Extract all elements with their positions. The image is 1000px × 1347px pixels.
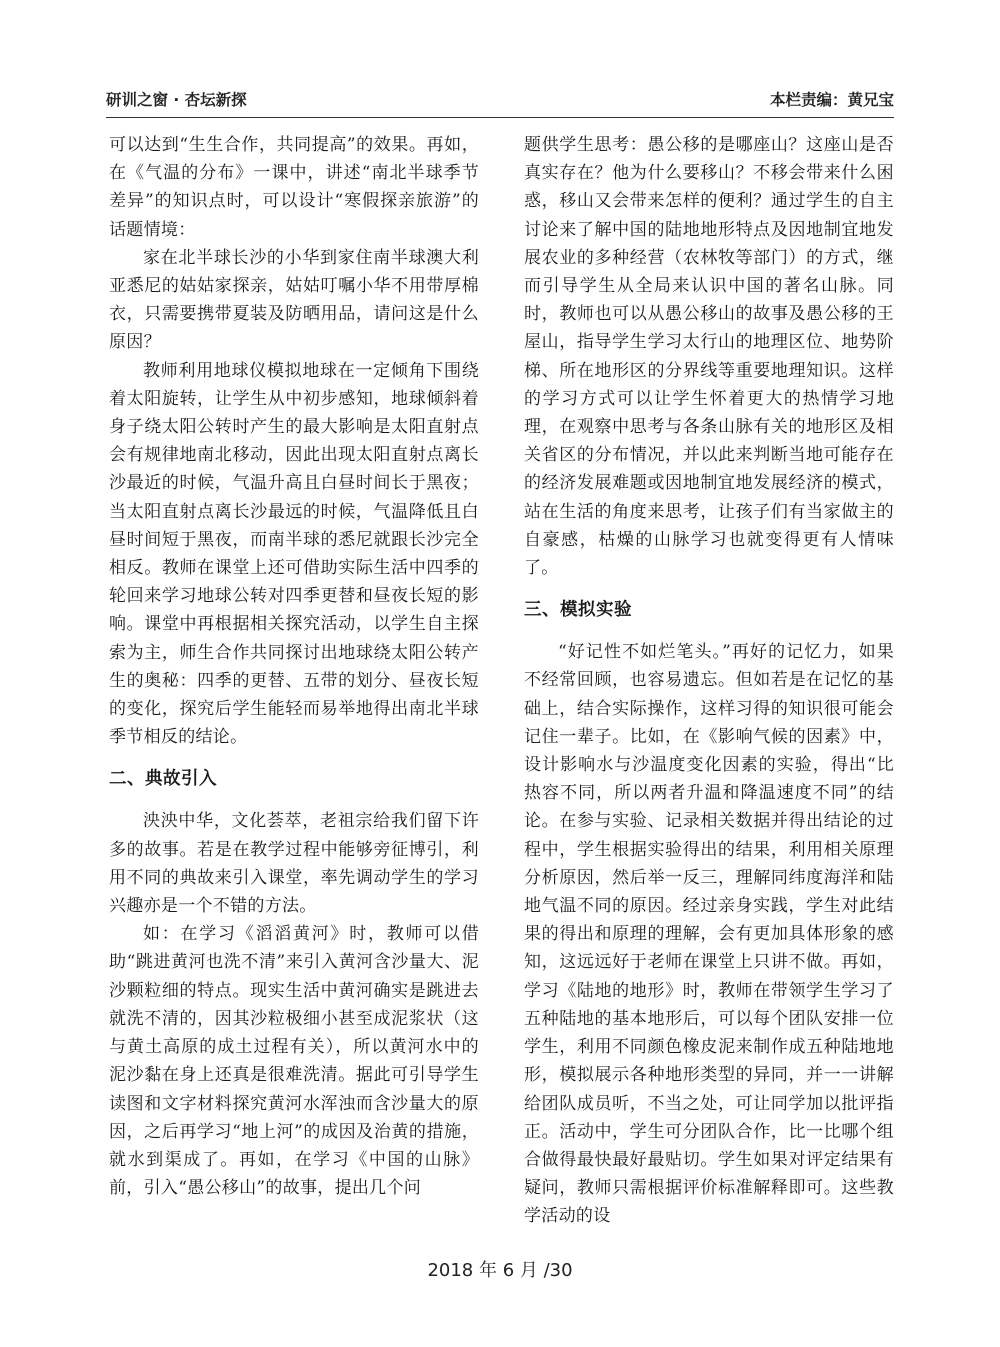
scenario-paragraph: 家在北半球长沙的小华到家住南半球澳大利亚悉尼的姑姑家探亲，姑姑叮嘱小华不用带厚棉衣，只需要携带夏装及防晒用品，请问这是什么原因？ xyxy=(109,247,479,353)
paragraph: 泱泱中华，文化荟萃，老祖宗给我们留下许多的故事。若是在教学过程中能够旁征博引，利用不同的典故来引入课堂，率先调动学生的学习兴趣亦是一个不错的方法。 xyxy=(109,811,479,917)
running-header xyxy=(106,86,894,114)
right-column xyxy=(524,131,894,1231)
paragraph: 可以达到“生生合作，共同提高”的效果。再如，在《气温的分布》一课中，讲述“南北半球季节差异”的知识点时，可以设计“寒假探亲旅游”的话题情境： xyxy=(109,135,479,240)
section-heading-experiment: 三、模拟实验 xyxy=(524,600,632,621)
header-rule xyxy=(106,117,894,118)
paragraph: “好记性不如烂笔头。”再好的记忆力，如果不经常回顾，也容易遗忘。但如若是在记忆的基础上，结合实际操作，这样习得的知识很可能会记住一辈子。比如，在《影响气候的因素》中，设计影响水与沙温度变化因素的实验，得出“比热容不同，所以两者升温和降温速度不同”的结论。在参与实验、记录相关数据并得出结论的过程中，学生根据实验得出的结果，利用相关原理分析原因，然后举一反三，理解同纬度海洋和陆地气温不同的原因。经过亲身实践，学生对此结果的得出和原理的理解，会有更加具体形象的感知，这远远好于老师在课堂上只讲不做。再如，学习《陆地的地形》时，教师在带领学生学习了五种陆地的基本地形后，可以每个团队安排一位学生，利用不同颜色橡皮泥来制作成五种陆地地形，模拟展示各种地形类型的异同，并一一讲解给团队成员听，不当之处，可让同学加以批评指正。活动中，学生可分团队合作，比一比哪个组合做得最快最好最贴切。学生如果对评定结果有疑问，教师只需根据评价标准解释即可。这些教学活动的设 xyxy=(524,642,894,1227)
paragraph: 如：在学习《滔滔黄河》时，教师可以借助“跳进黄河也洗不清”来引入黄河含沙量大、泥沙颗粒细的特点。现实生活中黄河确实是跳进去就洗不清的，因其沙粒极细小甚至成泥浆状（这与黄土高原的成土过程有关），所以黄河水中的泥沙黏在身上还真是很难洗清。据此可引导学生读图和文字材料探究黄河水浑浊而含沙量大的原因，之后再学习“地上河”的成因及治黄的措施，就水到渠成了。再如，在学习《中国的山脉》前，引入“愚公移山”的故事，提出几个问 xyxy=(109,924,479,1199)
page-footer: 2018 年 6 月 /30 xyxy=(427,1260,573,1281)
paragraph: 教师利用地球仪模拟地球在一定倾角下围绕着太阳旋转，让学生从中初步感知，地球倾斜着身子绕太阳公转时产生的最大影响是太阳直射点会有规律地南北移动，因此出现太阳直射点离长沙最近的时候，气温升高且白昼时间长于黑夜；当太阳直射点离长沙最远的时候，气温降低且白昼时间短于黑夜，而南半球的悉尼就跟长沙完全相反。教师在课堂上还可借助实际生活中四季的轮回来学习地球公转对四季更替和昼夜长短的影响。课堂中再根据相关探究活动，以学生自主探索为主，师生合作共同探讨出地球绕太阳公转产生的奥秘：四季的更替、五带的划分、昼夜长短的变化，探究后学生能轻而易举地得出南北半球季节相反的结论。 xyxy=(109,360,479,748)
section-editor: 本栏责编：黄兄宝 xyxy=(769,91,894,109)
section-heading-allusion: 二、典故引入 xyxy=(109,769,217,790)
column-name: 研训之窗 · 杏坛新探 xyxy=(106,91,247,109)
left-column xyxy=(109,131,479,1202)
paragraph: 题供学生思考：愚公移的是哪座山？这座山是否真实存在？他为什么要移山？不移会带来什么困惑，移山又会带来怎样的便利？通过学生的自主讨论来了解中国的陆地地形特点及因地制宜地发展农业的多种经营（农林牧等部门）的方式，继而引导学生从全局来认识中国的著名山脉。同时，教师也可以从愚公移山的故事及愚公移的王屋山，指导学生学习太行山的地理区位、地势阶梯、所在地形区的分界线等重要地理知识。这样的学习方式可以让学生怀着更大的热情学习地理，在观察中思考与各条山脉有关的地形区及相关省区的分布情况，并以此来判断当地可能存在的经济发展难题或因地制宜地发展经济的模式，站在生活的角度来思考，让孩子们有当家做主的自豪感，枯燥的山脉学习也就变得更有人情味了。 xyxy=(524,135,894,579)
